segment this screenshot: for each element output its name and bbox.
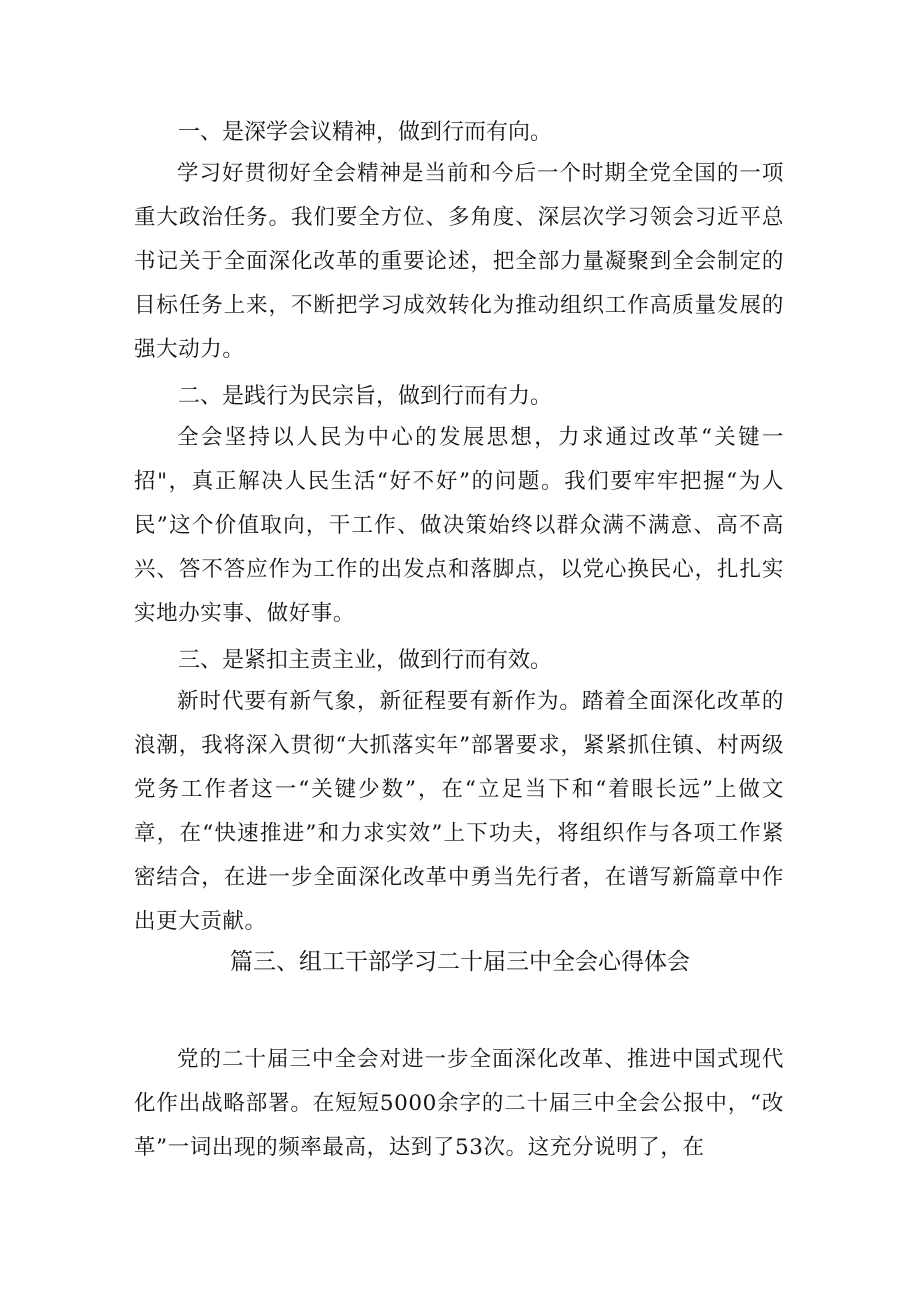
paragraph-three: 新时代要有新气象，新征程要有新作为。踏着全面深化改革的浪潮，我将深入贯彻“大抓落实年”部署要求，紧紧抓住镇、村两级党务工作者这一“关键少数”，在“立足当下和“着眼长远”上做文章，在“快速推进”和力求实效”上下功夫，将组织作与各项工作紧密结合，在进一步全面深化改革中勇当先行者，在谱写新篇章中作出更大贡献。 xyxy=(134,689,784,934)
heading-two: 二、是践行为民宗旨，做到行而有力。 xyxy=(178,384,553,409)
section-title: 篇三、组工干部学习二十届三中全会心得体会 xyxy=(230,949,690,975)
heading-one: 一、是深学会议精神，做到行而有向。 xyxy=(178,120,553,145)
paragraph-one: 学习好贯彻好全会精神是当前和今后一个时期全党全国的一项重大政治任务。我们要全方位、多角度、深层次学习领会习近平总书记关于全面深化改革的重要论述，把全部力量凝聚到全会制定的目标任务上来，不断把学习成效转化为推动组织工作高质量发展的强大动力。 xyxy=(134,161,784,362)
paragraph-four: 党的二十届三中全会对进一步全面深化改革、推进中国式现代化作出战略部署。在短短5000余字的二十届三中全会公报中，“改革”一词出现的频率最高，达到了53次。这充分说明了，在 xyxy=(134,1047,784,1160)
paragraph-two: 全会坚持以人民为中心的发展思想，力求通过改革“关键一招"，真正解决人民生活“好不好”的问题。我们要牢牢把握“为人民”这个价值取向，干工作、做决策始终以群众满不满意、高不高兴、答不答应作为工作的出发点和落脚点，以党心换民心，扎扎实实地办实事、做好事。 xyxy=(134,425,784,626)
heading-three: 三、是紧扣主责主业，做到行而有效。 xyxy=(178,648,553,673)
